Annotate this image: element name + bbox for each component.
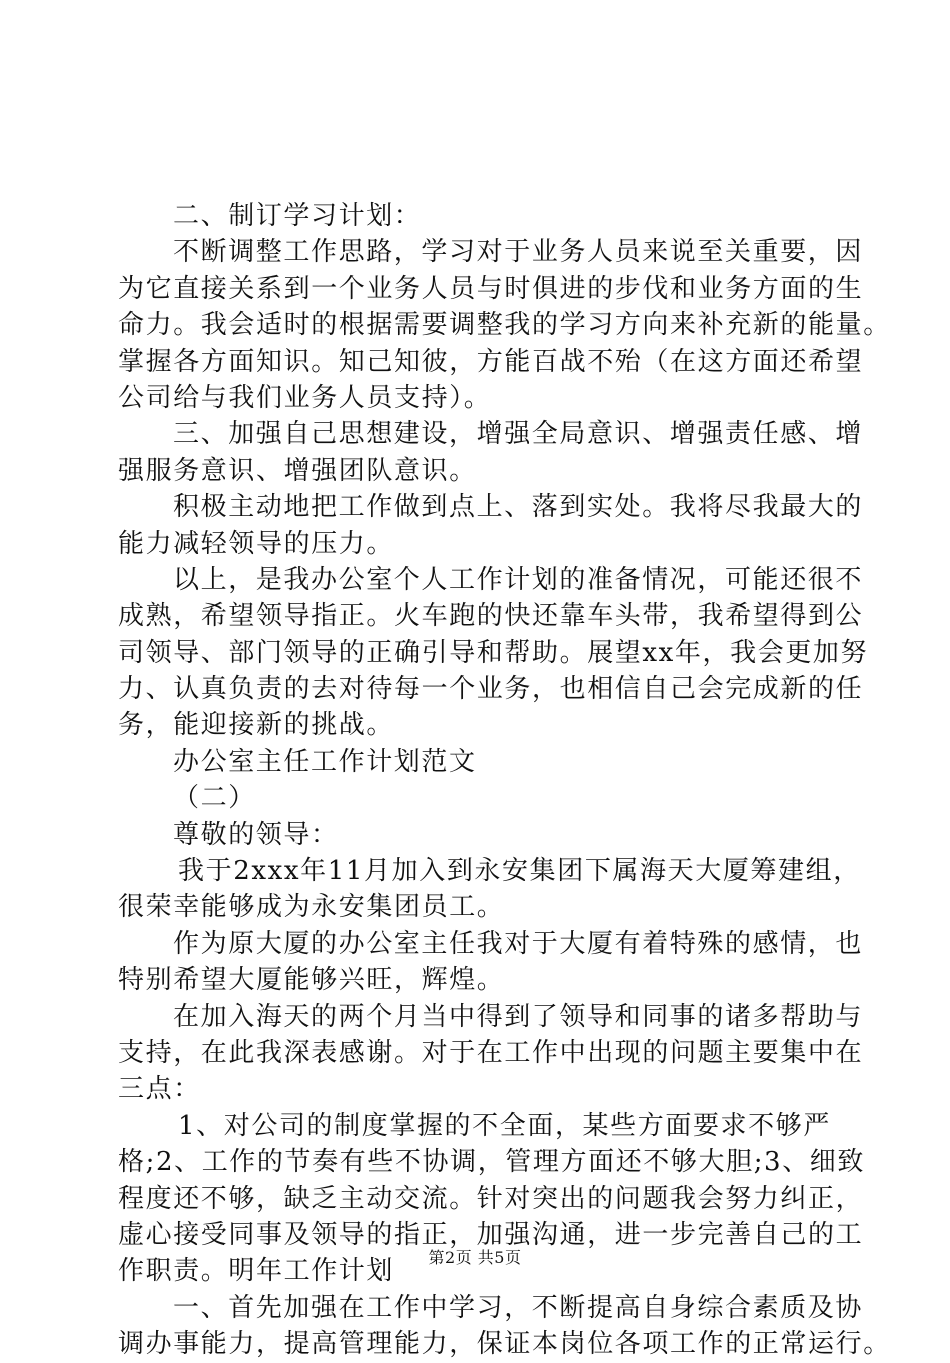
text-line: 一、首先加强在工作中学习，不断提高自身综合素质及协 bbox=[173, 1292, 864, 1323]
text-line: 程度还不够，缺乏主动交流。针对突出的问题我会努力纠正， bbox=[118, 1183, 864, 1214]
text-line: 1、对公司的制度掌握的不全面，某些方面要求不够严 bbox=[178, 1110, 831, 1141]
text-line: 为它直接关系到一个业务人员与时俱进的步伐和业务方面的生 bbox=[118, 273, 864, 304]
text-line: 支持，在此我深表感谢。对于在工作中出现的问题主要集中在 bbox=[118, 1037, 864, 1068]
text-line: 公司给与我们业务人员支持）。 bbox=[118, 382, 492, 413]
text-line: 作职责。明年工作计划 bbox=[118, 1256, 395, 1287]
text-line: 积极主动地把工作做到点上、落到实处。我将尽我最大的 bbox=[173, 492, 864, 523]
section-subtitle: （二） bbox=[173, 783, 256, 814]
salutation: 尊敬的领导： bbox=[173, 819, 339, 850]
text-line: 能力减轻领导的压力。 bbox=[118, 528, 395, 559]
section-title: 办公室主任工作计划范文 bbox=[173, 746, 477, 777]
text-line: 很荣幸能够成为永安集团员工。 bbox=[118, 892, 505, 923]
text-line: 格;2、工作的节奏有些不协调，管理方面还不够大胆;3、细致 bbox=[118, 1147, 866, 1178]
text-line: 虚心接受同事及领导的指正，加强沟通，进一步完善自己的工 bbox=[118, 1219, 864, 1250]
text-line: 司领导、部门领导的正确引导和帮助。展望xx年，我会更加努 bbox=[118, 637, 869, 668]
text-line: 我于2xxx年11月加入到永安集团下属海天大厦筹建组， bbox=[178, 856, 861, 887]
page-number-footer: 第2页 共5页 bbox=[428, 1248, 522, 1267]
text-line: 掌握各方面知识。知己知彼，方能百战不殆（在这方面还希望 bbox=[118, 346, 864, 377]
text-line: 命力。我会适时的根据需要调整我的学习方向来补充新的能量。 bbox=[118, 310, 891, 341]
text-line: 调办事能力，提高管理能力，保证本岗位各项工作的正常运行。 bbox=[118, 1329, 891, 1360]
text-line: 二、制订学习计划： bbox=[173, 201, 422, 231]
text-line: 力、认真负责的去对待每一个业务，也相信自己会完成新的任 bbox=[118, 674, 864, 705]
text-line: 作为原大厦的办公室主任我对于大厦有着特殊的感情，也 bbox=[173, 928, 864, 959]
text-line: 强服务意识、增强团队意识。 bbox=[118, 455, 477, 486]
text-line: 务，能迎接新的挑战。 bbox=[118, 710, 395, 741]
text-line: 不断调整工作思路，学习对于业务人员来说至关重要，因 bbox=[173, 237, 864, 268]
text-line: 以上，是我办公室个人工作计划的准备情况，可能还很不 bbox=[173, 564, 864, 595]
document-body bbox=[118, 198, 891, 1363]
text-line: 三、加强自己思想建设，增强全局意识、增强责任感、增 bbox=[173, 419, 864, 450]
text-line: 成熟，希望领导指正。火车跑的快还靠车头带，我希望得到公 bbox=[118, 601, 864, 632]
text-line: 特别希望大厦能够兴旺，辉煌。 bbox=[118, 965, 505, 996]
text-line: 在加入海天的两个月当中得到了领导和同事的诸多帮助与 bbox=[173, 1001, 864, 1032]
text-line: 三点： bbox=[118, 1074, 201, 1105]
